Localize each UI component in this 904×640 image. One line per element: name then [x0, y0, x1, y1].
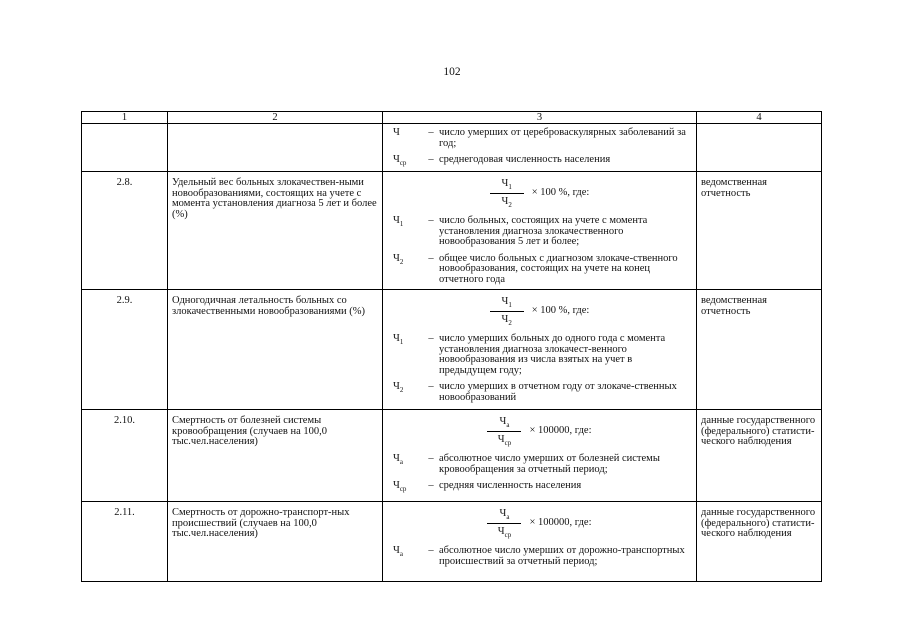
table-row — [82, 172, 822, 290]
indicator-name — [168, 124, 383, 172]
variable-definition — [383, 155, 696, 166]
indicator-name: Удельный вес больных злокачествен-ными новообразованиями, состоящих на учете с момента установления диагноза 5 лет и более (%) — [168, 172, 383, 290]
variable-definition — [383, 546, 696, 567]
symbol-letter: Ч — [393, 252, 400, 264]
symbol-letter: Ч — [393, 480, 400, 491]
calculation-method — [383, 290, 697, 410]
dash-separator: – — [428, 215, 434, 226]
variable-description: общее число больных с диагнозом злокаче-ственного новообразования, состоящих на учете на конец отчетного года — [439, 252, 678, 285]
symbol-letter: Ч — [393, 381, 400, 392]
variable-definition — [383, 454, 696, 475]
data-source: данные государственного (федерального) статисти-ческого наблюдения — [697, 502, 822, 582]
table-row — [82, 502, 822, 582]
fraction — [487, 509, 521, 537]
formula-multiplier: × 100 %, где: — [531, 186, 590, 198]
variable-definition — [383, 382, 696, 403]
fraction-numerator — [487, 509, 521, 524]
calculation-method — [383, 124, 697, 172]
symbol-letter: Ч — [393, 453, 400, 464]
indicator-table — [81, 111, 822, 582]
variable-symbol — [383, 382, 423, 403]
formula-multiplier: × 100000, где: — [529, 424, 592, 436]
variable-symbol — [383, 481, 423, 492]
variable-description: среднегодовая численность населения — [439, 154, 611, 165]
dash-separator: – — [428, 480, 434, 491]
variable-symbol — [383, 334, 423, 376]
symbol-letter: Ч — [393, 545, 400, 556]
numerator-subscript: а — [506, 421, 510, 430]
numerator-subscript: 1 — [508, 301, 512, 310]
indicator-name: Одногодичная летальность больных со злокачественными новообразованиями (%) — [168, 290, 383, 410]
fraction — [487, 417, 521, 445]
variable-description: число умерших от цереброваскулярных заболеваний за год; — [439, 127, 686, 149]
denominator-symbol: Ч — [497, 433, 505, 445]
header-col-4: 4 — [697, 112, 822, 124]
dash-separator: – — [428, 252, 434, 264]
indicator-name: Смертность от болезней системы кровообращения (случаев на 100,0 тыс.чел.населения) — [168, 410, 383, 502]
symbol-subscript: а — [399, 458, 403, 467]
data-source: ведомственная отчетность — [697, 290, 822, 410]
variable-description: абсолютное число умерших от болезней системы кровообращения за отчетный период; — [439, 453, 660, 475]
numerator-symbol: Ч — [501, 296, 509, 307]
numerator-subscript: а — [506, 513, 510, 522]
fraction — [490, 179, 524, 207]
row-number: 2.9. — [82, 290, 168, 410]
dash-separator: – — [428, 545, 434, 556]
variable-symbol — [383, 254, 423, 286]
calculation-method — [383, 410, 697, 502]
fraction-numerator — [490, 179, 524, 194]
row-number: 2.11. — [82, 502, 168, 582]
symbol-letter: Ч — [393, 154, 400, 165]
header-col-1: 1 — [82, 112, 168, 124]
data-source: ведомственная отчетность — [697, 172, 822, 290]
dash-separator: – — [428, 333, 434, 344]
variable-definition — [383, 216, 696, 248]
numerator-subscript: 1 — [508, 183, 512, 192]
fraction-denominator — [502, 312, 512, 326]
symbol-subscript: 1 — [399, 338, 404, 347]
symbol-subscript: ср — [399, 485, 407, 494]
dash-separator: – — [428, 154, 434, 165]
data-source — [697, 124, 822, 172]
variable-symbol — [383, 454, 423, 475]
variable-symbol — [383, 546, 423, 567]
denominator-subscript: ср — [504, 530, 512, 539]
numerator-symbol: Ч — [499, 508, 507, 519]
variable-description: средняя численность населения — [439, 480, 582, 491]
variable-definition — [383, 128, 696, 149]
header-col-3: 3 — [383, 112, 697, 124]
calculation-method — [383, 172, 697, 290]
dash-separator: – — [428, 381, 434, 392]
formula-multiplier: × 100 %, где: — [531, 304, 590, 316]
symbol-subscript: ср — [399, 159, 407, 168]
denominator-symbol: Ч — [497, 525, 505, 537]
row-number: 2.8. — [82, 172, 168, 290]
fraction-denominator — [498, 524, 511, 538]
denominator-subscript: 2 — [508, 200, 512, 209]
formula — [383, 294, 696, 328]
denominator-symbol: Ч — [501, 195, 509, 207]
page-number: 102 — [443, 66, 461, 78]
numerator-symbol: Ч — [501, 178, 509, 189]
symbol-subscript: а — [399, 550, 403, 559]
variable-symbol — [383, 216, 423, 248]
variable-definition — [383, 254, 696, 286]
fraction-numerator — [490, 297, 524, 312]
variable-definition — [383, 481, 696, 492]
data-source: данные государственного (федерального) статисти-ческого наблюдения — [697, 410, 822, 502]
variable-symbol — [383, 155, 423, 166]
formula — [383, 176, 696, 210]
denominator-symbol: Ч — [501, 313, 509, 325]
indicator-name: Смертность от дорожно-транспорт-ных происшествий (случаев на 100,0 тыс.чел.населения) — [168, 502, 383, 582]
fraction — [490, 297, 524, 325]
symbol-letter: Ч — [393, 127, 400, 138]
denominator-subscript: ср — [504, 438, 512, 447]
fraction-numerator — [487, 417, 521, 432]
variable-description: число умерших больных до одного года с момента установления диагноза злокачест-венного новообразования из числа взятых на учет в предыдущем году; — [439, 333, 666, 376]
denominator-subscript: 2 — [508, 318, 512, 327]
table-row — [82, 290, 822, 410]
symbol-subscript: 2 — [399, 386, 404, 395]
fraction-denominator — [498, 432, 511, 446]
dash-separator: – — [428, 127, 434, 138]
dash-separator: – — [428, 453, 434, 464]
formula — [383, 506, 696, 540]
variable-description: число больных, состоящих на учете с момента установления диагноза злокачественного новообразования 5 лет и более; — [439, 215, 648, 247]
fraction-denominator — [502, 194, 512, 208]
variable-symbol — [383, 128, 423, 149]
formula-multiplier: × 100000, где: — [529, 516, 592, 528]
row-number — [82, 124, 168, 172]
calculation-method — [383, 502, 697, 582]
table-header-row — [82, 112, 822, 124]
variable-description: число умерших в отчетном году от злокаче-ственных новообразований — [439, 381, 677, 403]
variable-definition — [383, 334, 696, 376]
table-row — [82, 410, 822, 502]
variable-description: абсолютное число умерших от дорожно-транспортных происшествий за отчетный период; — [439, 545, 685, 567]
symbol-letter: Ч — [393, 333, 400, 344]
symbol-letter: Ч — [393, 215, 400, 226]
formula — [383, 414, 696, 448]
table-row — [82, 124, 822, 172]
symbol-subscript: 2 — [399, 257, 404, 266]
header-col-2: 2 — [168, 112, 383, 124]
numerator-symbol: Ч — [499, 416, 507, 427]
row-number: 2.10. — [82, 410, 168, 502]
symbol-subscript: 1 — [399, 220, 404, 229]
